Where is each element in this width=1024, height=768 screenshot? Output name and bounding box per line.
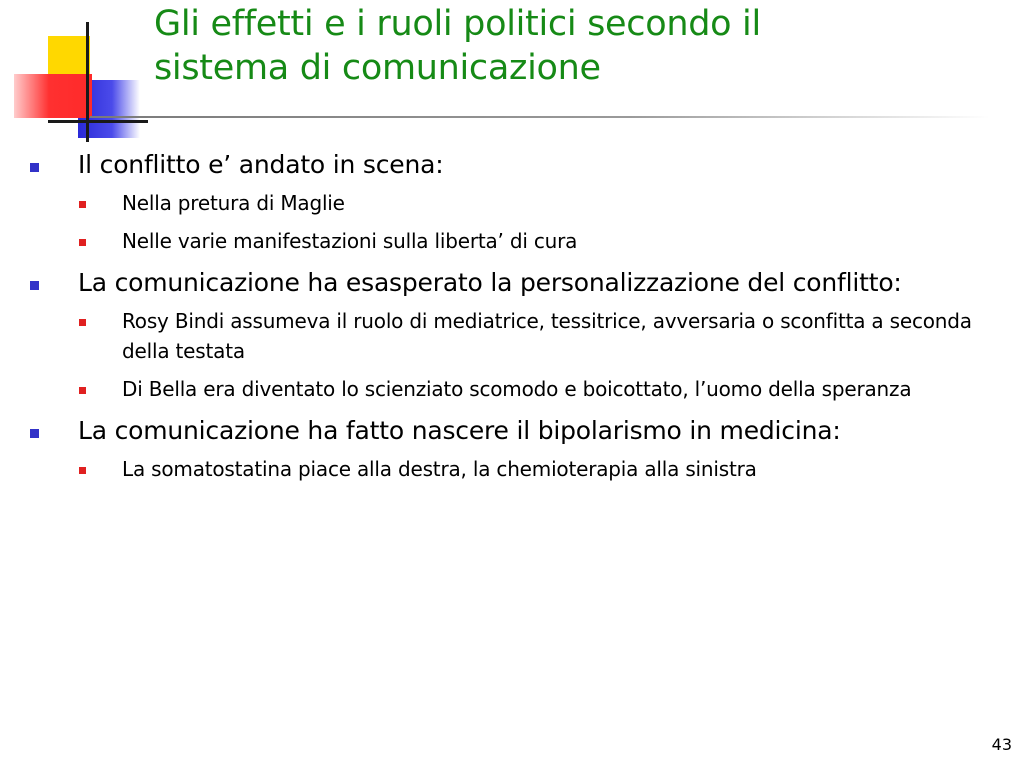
sub-bullet-text: Rosy Bindi assumeva il ruolo di mediatrice, tessitrice, avversaria o sconfitta a seconda della testata [122,309,972,363]
sub-bullet-square-icon [79,239,86,246]
sub-bullet-item [28,374,1018,404]
logo-horizontal-line [48,120,148,123]
bullet-list [28,148,1018,494]
sub-bullet-item [28,454,1018,484]
sub-bullet-list [28,306,1018,404]
bullet-text: Il conflitto e’ andato in scena: [78,150,444,179]
sub-bullet-text: La somatostatina piace alla destra, la chemioterapia alla sinistra [122,457,757,481]
sub-bullet-square-icon [79,387,86,394]
bullet-text: La comunicazione ha fatto nascere il bipolarismo in medicina: [78,416,841,445]
slide-title-line-1: Gli effetti e i ruoli politici secondo il [154,4,761,44]
bullet-item [28,148,1018,182]
title-divider [90,116,990,118]
sub-bullet-text: Nella pretura di Maglie [122,191,345,215]
sub-bullet-list [28,454,1018,484]
bullet-text: La comunicazione ha esasperato la personalizzazione del conflitto: [78,268,902,297]
sub-bullet-text: Di Bella era diventato lo scienziato scomodo e boicottato, l’uomo della speranza [122,377,912,401]
sub-bullet-item [28,306,1018,366]
sub-bullet-text: Nelle varie manifestazioni sulla liberta’ di cura [122,229,578,253]
bullet-item [28,266,1018,300]
sub-bullet-square-icon [79,201,86,208]
bullet-square-icon [30,163,39,172]
sub-bullet-list [28,188,1018,256]
sub-bullet-square-icon [79,319,86,326]
bullet-item [28,414,1018,448]
logo-vertical-line [86,22,89,142]
sub-bullet-square-icon [79,467,86,474]
logo-red-square [14,74,92,118]
sub-bullet-item [28,188,1018,218]
decorative-squares-logo [10,22,150,142]
sub-bullet-item [28,226,1018,256]
slide-title-line-2: sistema di comunicazione [154,48,601,88]
bullet-square-icon [30,281,39,290]
slide-number: 43 [991,735,1012,754]
bullet-square-icon [30,429,39,438]
slide-title [154,2,994,90]
